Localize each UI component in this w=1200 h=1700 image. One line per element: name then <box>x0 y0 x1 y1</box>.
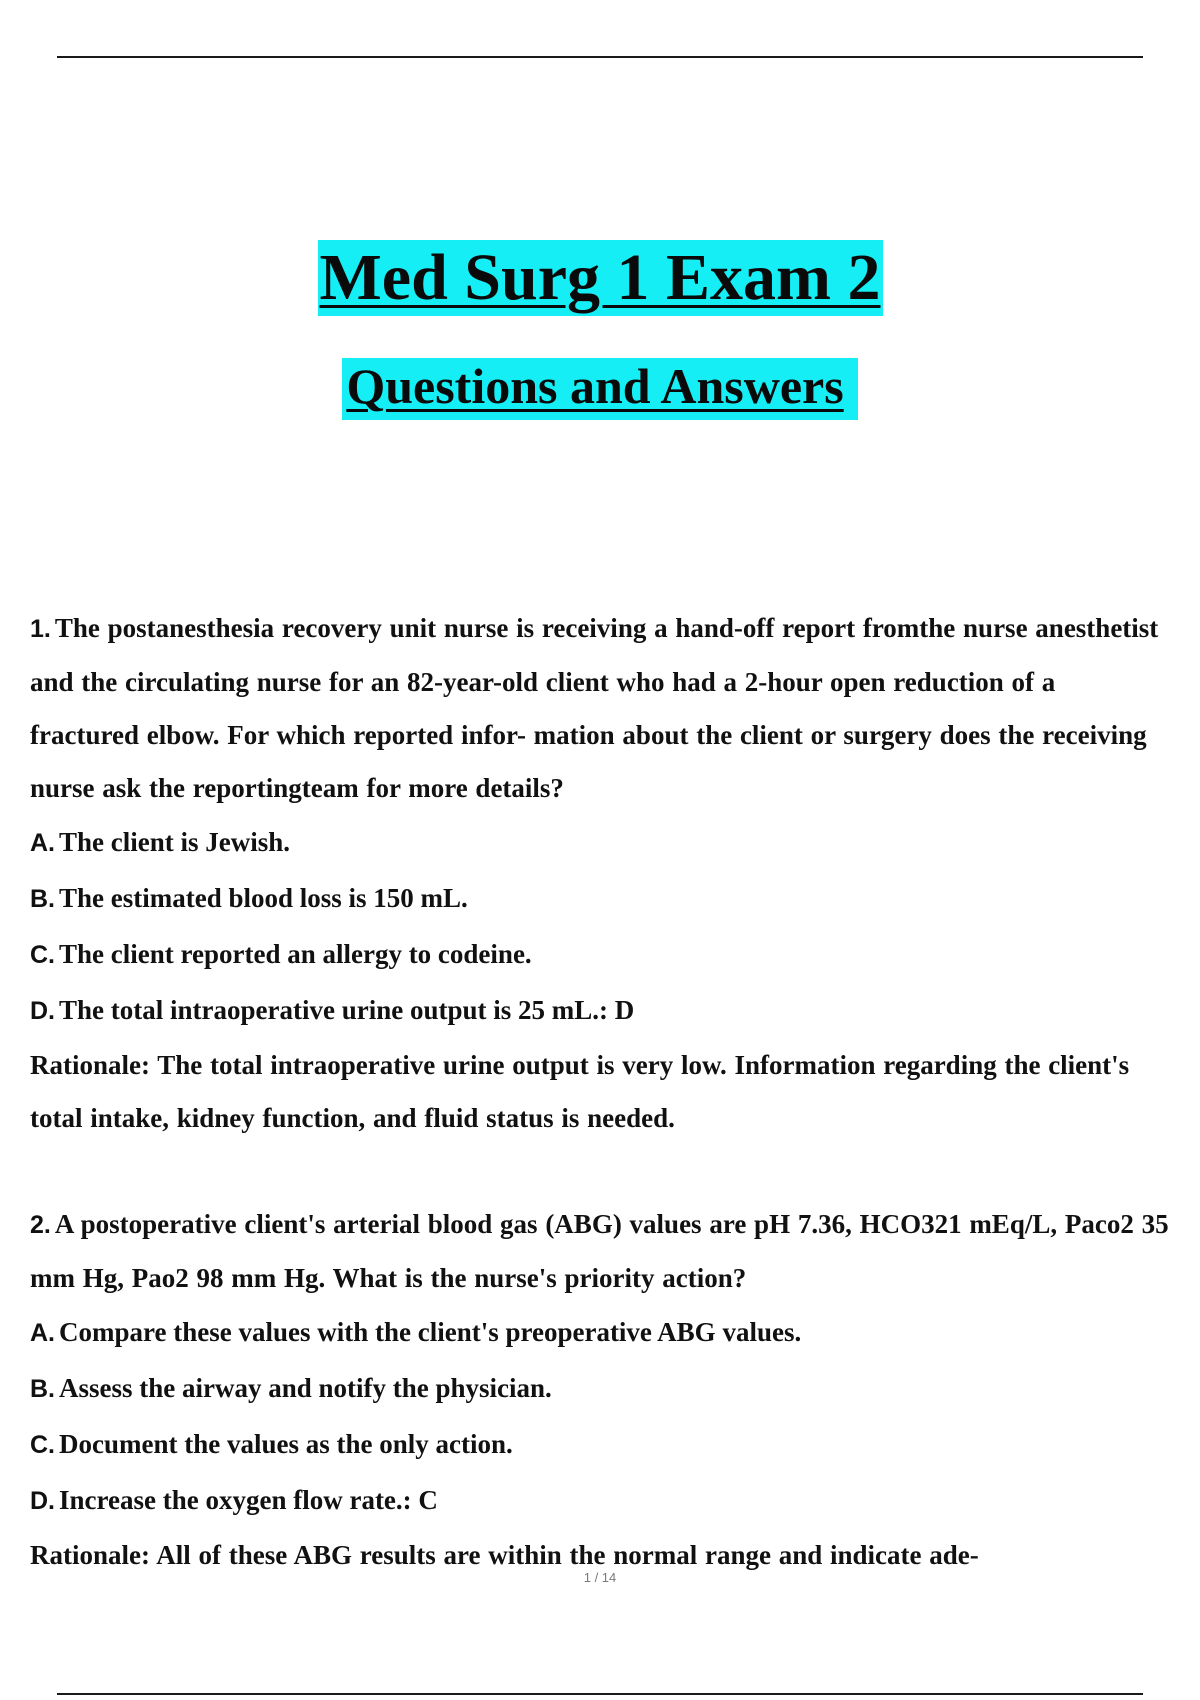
document-title: Med Surg 1 Exam 2 <box>319 241 881 314</box>
option-letter: A. <box>30 829 55 857</box>
option-text: The client reported an allergy to codeine. <box>59 939 532 969</box>
option-text: Document the values as the only action. <box>59 1429 513 1459</box>
option-d <box>30 1473 1170 1529</box>
option-letter: A. <box>30 1319 55 1347</box>
question-text: A postoperative client's arterial blood gas (ABG) values are pH 7.36, HCO321 mEq/L, Paco2 35 mm Hg, Pao2 98 mm Hg. What is the nurse's priority action? <box>30 1209 1169 1293</box>
rationale: Rationale: All of these ABG results are within the normal range and indicate ade- <box>30 1540 979 1570</box>
question-stem <box>30 1198 1170 1305</box>
top-rule <box>57 56 1143 58</box>
option-c <box>30 1417 1170 1473</box>
option-text: The client is Jewish. <box>59 827 291 857</box>
document-subtitle: Questions and Answers <box>342 358 857 420</box>
option-c <box>30 927 1170 983</box>
option-letter: C. <box>30 1431 55 1459</box>
option-text: Assess the airway and notify the physician. <box>59 1373 552 1403</box>
question-number: 1. <box>30 615 51 643</box>
option-text: Compare these values with the client's preoperative ABG values. <box>59 1317 802 1347</box>
option-b <box>30 871 1170 927</box>
option-a <box>30 1305 1170 1361</box>
question-number: 2. <box>30 1211 51 1239</box>
option-text: The estimated blood loss is 150 mL. <box>59 883 468 913</box>
option-letter: D. <box>30 1487 55 1515</box>
option-a <box>30 815 1170 871</box>
option-text: Increase the oxygen flow rate.: C <box>59 1485 438 1515</box>
option-b <box>30 1361 1170 1417</box>
question-text: The postanesthesia recovery unit nurse is receiving a hand-off report fromthe nurse anesthetist and the circulating nurse for an 82-year-old client who had a 2-hour open reduction of a fractured elbow. For which reported infor- mation about the client or surgery does the receiving nurse ask the reportingteam for more details? <box>30 613 1159 803</box>
question-2 <box>30 1198 1170 1582</box>
option-letter: B. <box>30 1375 55 1403</box>
page-indicator: 1 / 14 <box>583 1570 617 1585</box>
question-stem <box>30 602 1170 815</box>
option-text: The total intraoperative urine output is 25 mL.: D <box>59 995 635 1025</box>
title-row <box>0 240 1200 316</box>
option-letter: C. <box>30 941 55 969</box>
bottom-rule <box>57 1693 1143 1695</box>
option-letter: D. <box>30 997 55 1025</box>
option-letter: B. <box>30 885 55 913</box>
subtitle-row <box>0 358 1200 420</box>
option-d <box>30 983 1170 1039</box>
rationale: Rationale: The total intraoperative urine output is very low. Information regarding the client's total intake, kidney function, and fluid status is needed. <box>30 1050 1130 1133</box>
question-1 <box>30 602 1170 1145</box>
